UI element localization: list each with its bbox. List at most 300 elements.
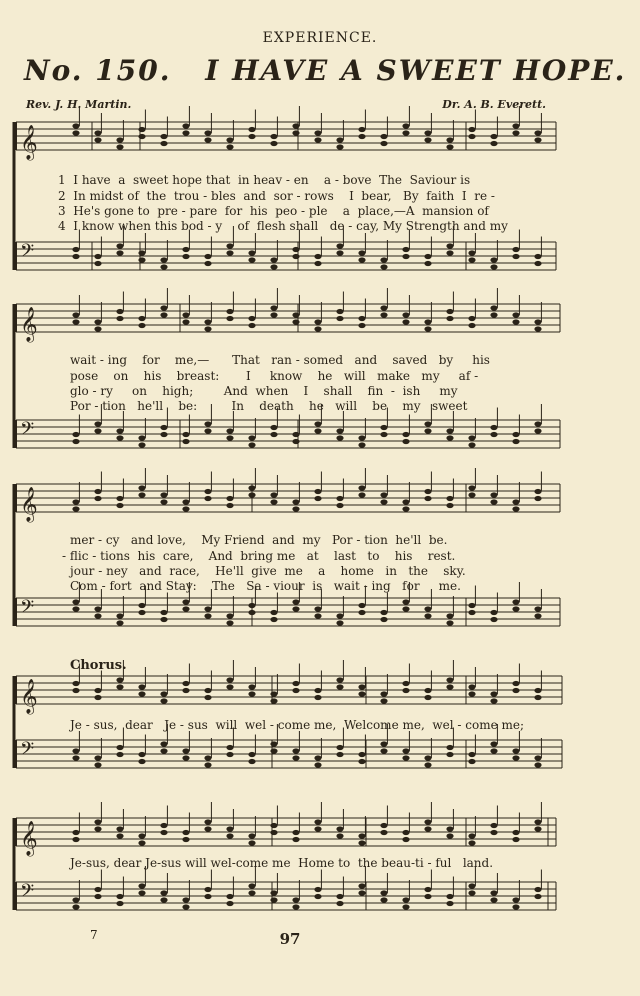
note-head (226, 428, 233, 433)
note-head (94, 496, 101, 501)
note-head (424, 261, 431, 266)
note-head (292, 319, 299, 324)
note-head (270, 499, 277, 504)
note-head (534, 261, 541, 266)
note-head (402, 599, 409, 604)
note-head (248, 492, 255, 497)
note-head (402, 499, 409, 504)
note-head (204, 826, 211, 831)
note-head (402, 312, 409, 317)
note-head (358, 435, 365, 440)
note-head (380, 257, 387, 262)
note-head (468, 442, 475, 447)
bass-clef: 𝄢 (20, 739, 35, 764)
note-head (160, 830, 167, 835)
note-head (424, 613, 431, 618)
note-head (490, 425, 497, 430)
note-head (138, 134, 145, 139)
note-head (336, 826, 343, 831)
note-head (468, 485, 475, 490)
note-head (424, 130, 431, 135)
note-head (446, 677, 453, 682)
note-head (160, 890, 167, 895)
note-head (138, 127, 145, 132)
note-head (490, 691, 497, 696)
note-head (138, 492, 145, 497)
note-head (402, 837, 409, 842)
note-head (424, 894, 431, 899)
note-head (534, 762, 541, 767)
note-head (358, 840, 365, 845)
note-head (160, 741, 167, 746)
note-head (446, 250, 453, 255)
note-head (292, 499, 299, 504)
note-head (94, 326, 101, 331)
note-head (182, 904, 189, 909)
note-head (226, 833, 233, 838)
note-head (292, 748, 299, 753)
note-head (72, 254, 79, 259)
note-head (534, 254, 541, 259)
note-head (380, 134, 387, 139)
note-head (512, 247, 519, 252)
lyric-verse1-line3: mer - cy and love, My Friend and my Por - tion he'll be. (70, 533, 448, 547)
note-head (226, 677, 233, 682)
note-head (182, 319, 189, 324)
note-head (204, 326, 211, 331)
note-head (248, 316, 255, 321)
note-head (292, 254, 299, 259)
note-head (446, 894, 453, 899)
note-head (534, 755, 541, 760)
note-head (138, 435, 145, 440)
note-head (204, 606, 211, 611)
note-head (534, 894, 541, 899)
note-head (380, 264, 387, 269)
note-head (292, 247, 299, 252)
note-head (358, 323, 365, 328)
note-head (138, 485, 145, 490)
note-head (336, 677, 343, 682)
note-head (160, 425, 167, 430)
note-head (380, 748, 387, 753)
note-head (204, 130, 211, 135)
note-head (226, 684, 233, 689)
note-head (72, 755, 79, 760)
note-head (292, 606, 299, 611)
note-head (204, 755, 211, 760)
note-head (314, 496, 321, 501)
note-head (358, 250, 365, 255)
note-head (72, 748, 79, 753)
hymn-title: I HAVE A SWEET HOPE. (205, 54, 627, 87)
note-head (490, 741, 497, 746)
note-head (468, 883, 475, 888)
note-head (402, 681, 409, 686)
note-head (314, 130, 321, 135)
note-head (534, 130, 541, 135)
note-head (402, 748, 409, 753)
note-head (512, 688, 519, 693)
note-head (204, 894, 211, 899)
note-head (226, 503, 233, 508)
note-head (380, 425, 387, 430)
note-head (358, 691, 365, 696)
note-head (204, 688, 211, 693)
note-head (116, 250, 123, 255)
note-head (248, 752, 255, 757)
note-head (468, 759, 475, 764)
note-head (204, 496, 211, 501)
note-head (534, 421, 541, 426)
note-head (424, 819, 431, 824)
note-head (270, 257, 277, 262)
note-head (116, 613, 123, 618)
note-head (292, 904, 299, 909)
note-head (116, 752, 123, 757)
note-head (468, 840, 475, 845)
note-head (160, 141, 167, 146)
note-head (336, 503, 343, 508)
note-head (446, 144, 453, 149)
note-head (226, 144, 233, 149)
note-head (72, 319, 79, 324)
note-head (534, 137, 541, 142)
note-head (138, 840, 145, 845)
note-head (204, 695, 211, 700)
note-head (160, 312, 167, 317)
note-head (182, 830, 189, 835)
note-head (336, 833, 343, 838)
note-head (402, 432, 409, 437)
note-head (490, 499, 497, 504)
note-head (116, 745, 123, 750)
note-head (270, 610, 277, 615)
note-head (248, 890, 255, 895)
note-head (424, 428, 431, 433)
note-head (292, 599, 299, 604)
note-head (468, 257, 475, 262)
note-head (226, 826, 233, 831)
note-head (424, 319, 431, 324)
note-head (424, 137, 431, 142)
note-head (204, 613, 211, 618)
note-head (314, 489, 321, 494)
note-head (446, 613, 453, 618)
note-head (512, 506, 519, 511)
note-head (468, 833, 475, 838)
note-head (204, 261, 211, 266)
note-head (468, 684, 475, 689)
note-head (402, 830, 409, 835)
note-head (358, 442, 365, 447)
note-head (534, 826, 541, 831)
note-head (336, 894, 343, 899)
note-head (248, 323, 255, 328)
note-head (358, 833, 365, 838)
note-head (468, 250, 475, 255)
note-head (490, 141, 497, 146)
note-head (446, 752, 453, 757)
note-head (182, 312, 189, 317)
note-head (534, 887, 541, 892)
note-head (490, 257, 497, 262)
note-head (358, 890, 365, 895)
note-head (116, 826, 123, 831)
note-head (116, 833, 123, 838)
note-head (270, 890, 277, 895)
lyric-verse4-line3: Com - fort and Stay: The Sa - viour is wait - ing for me. (70, 579, 461, 593)
note-head (182, 897, 189, 902)
note-head (336, 137, 343, 142)
note-head (446, 243, 453, 248)
note-head (226, 243, 233, 248)
note-head (94, 819, 101, 824)
note-head (402, 897, 409, 902)
note-head (446, 435, 453, 440)
note-head (534, 428, 541, 433)
note-head (160, 617, 167, 622)
note-head (424, 887, 431, 892)
note-head (116, 496, 123, 501)
note-head (314, 688, 321, 693)
note-head (512, 904, 519, 909)
note-head (116, 309, 123, 314)
author-credit: Rev. J. H. Martin. (26, 98, 132, 111)
note-head (314, 326, 321, 331)
note-head (160, 432, 167, 437)
note-head (248, 127, 255, 132)
note-head (72, 130, 79, 135)
note-head (204, 319, 211, 324)
note-head (270, 305, 277, 310)
note-head (226, 435, 233, 440)
note-head (160, 492, 167, 497)
note-head (358, 257, 365, 262)
note-head (226, 752, 233, 757)
note-head (270, 830, 277, 835)
note-head (512, 432, 519, 437)
note-head (94, 762, 101, 767)
note-head (512, 123, 519, 128)
note-head (116, 243, 123, 248)
composer-credit: Dr. A. B. Everett. (442, 98, 546, 111)
note-head (402, 439, 409, 444)
lyric-verse2-line3: - flic - tions his care, And bring me at last to his rest. (62, 549, 456, 563)
note-head (182, 506, 189, 511)
note-head (226, 745, 233, 750)
note-head (182, 688, 189, 693)
note-head (72, 499, 79, 504)
note-head (490, 830, 497, 835)
note-head (292, 506, 299, 511)
note-head (160, 499, 167, 504)
note-head (116, 684, 123, 689)
note-head (182, 247, 189, 252)
note-head (292, 130, 299, 135)
note-head (248, 833, 255, 838)
bass-clef: 𝄢 (20, 597, 35, 622)
note-head (468, 890, 475, 895)
note-head (468, 691, 475, 696)
lyric-verse4-line1: 4 I know when this bod - y of flesh shall de - cay, My Strength and my (58, 219, 508, 233)
note-head (138, 759, 145, 764)
note-head (138, 323, 145, 328)
note-head (116, 316, 123, 321)
note-head (248, 134, 255, 139)
note-head (292, 439, 299, 444)
note-head (534, 695, 541, 700)
note-head (358, 759, 365, 764)
note-head (512, 599, 519, 604)
lyric-verse3-line3: jour - ney and race, He'll give me a home in the sky. (70, 564, 466, 578)
note-head (160, 134, 167, 139)
note-head (314, 894, 321, 899)
note-head (380, 698, 387, 703)
note-head (116, 620, 123, 625)
lyric-verse1-line2: wait - ing for me,— That ran - somed and saved by his (70, 353, 490, 367)
note-head (512, 439, 519, 444)
note-head (182, 681, 189, 686)
note-head (380, 312, 387, 317)
chorus-lyric-line1: Je - sus, dear Je - sus will wel - come me, Welcome me, wel - come me; (70, 718, 525, 732)
note-head (270, 432, 277, 437)
note-head (314, 261, 321, 266)
note-head (490, 264, 497, 269)
note-head (182, 439, 189, 444)
note-head (248, 883, 255, 888)
note-head (490, 312, 497, 317)
note-head (512, 748, 519, 753)
note-head (490, 610, 497, 615)
note-head (270, 425, 277, 430)
note-head (512, 312, 519, 317)
note-head (182, 254, 189, 259)
note-head (94, 887, 101, 892)
note-head (116, 137, 123, 142)
note-head (94, 613, 101, 618)
note-head (380, 823, 387, 828)
note-head (292, 681, 299, 686)
note-head (204, 428, 211, 433)
note-head (314, 613, 321, 618)
note-head (512, 606, 519, 611)
note-head (270, 823, 277, 828)
note-head (226, 901, 233, 906)
note-head (336, 901, 343, 906)
note-head (182, 755, 189, 760)
note-head (138, 250, 145, 255)
note-head (314, 695, 321, 700)
note-head (72, 897, 79, 902)
note-head (512, 837, 519, 842)
note-head (534, 496, 541, 501)
note-head (534, 688, 541, 693)
note-head (468, 435, 475, 440)
note-head (72, 599, 79, 604)
note-head (116, 428, 123, 433)
note-head (292, 755, 299, 760)
note-head (358, 603, 365, 608)
note-head (380, 305, 387, 310)
note-head (94, 261, 101, 266)
note-head (248, 442, 255, 447)
note-head (380, 499, 387, 504)
note-head (446, 137, 453, 142)
note-head (72, 904, 79, 909)
note-head (424, 606, 431, 611)
note-head (446, 684, 453, 689)
note-head (116, 503, 123, 508)
note-head (204, 819, 211, 824)
note-head (446, 503, 453, 508)
lyric-verse2-line2: pose on his breast: I know he will make my af - (70, 369, 479, 383)
note-head (314, 421, 321, 426)
note-head (424, 254, 431, 259)
note-head (336, 752, 343, 757)
note-head (160, 698, 167, 703)
note-head (292, 432, 299, 437)
note-head (182, 837, 189, 842)
note-head (160, 748, 167, 753)
chorus-lyric-line2: Je-sus, dear Je-sus will wel-come me Home to the beau-ti - ful land. (70, 856, 494, 870)
note-head (138, 691, 145, 696)
note-head (424, 326, 431, 331)
treble-clef: 𝄞 (20, 307, 38, 342)
note-head (138, 883, 145, 888)
hymn-number: No. 150. (24, 54, 172, 87)
note-head (160, 610, 167, 615)
note-head (226, 250, 233, 255)
note-head (116, 435, 123, 440)
note-head (468, 316, 475, 321)
note-head (72, 247, 79, 252)
note-head (292, 123, 299, 128)
note-head (72, 606, 79, 611)
lyric-verse3-line2: glo - ry on high; And when I shall fin - ish my (70, 384, 458, 398)
note-head (380, 741, 387, 746)
treble-clef: 𝄞 (20, 821, 38, 856)
note-head (358, 610, 365, 615)
note-head (402, 123, 409, 128)
note-head (248, 485, 255, 490)
note-head (94, 254, 101, 259)
note-head (490, 897, 497, 902)
note-head (248, 840, 255, 845)
note-head (402, 688, 409, 693)
note-head (512, 130, 519, 135)
note-head (94, 489, 101, 494)
note-head (72, 506, 79, 511)
note-head (402, 755, 409, 760)
bass-clef: 𝄢 (20, 241, 35, 266)
note-head (490, 698, 497, 703)
note-head (512, 254, 519, 259)
note-head (94, 137, 101, 142)
note-head (94, 130, 101, 135)
note-head (358, 883, 365, 888)
note-head (468, 752, 475, 757)
note-head (138, 603, 145, 608)
note-head (94, 688, 101, 693)
note-head (160, 691, 167, 696)
lyric-verse2-line1: 2 In midst of the trou - bles and sor - rows I bear, By faith I re - (58, 189, 495, 203)
note-head (270, 492, 277, 497)
note-head (314, 755, 321, 760)
note-head (468, 323, 475, 328)
note-head (116, 144, 123, 149)
note-head (336, 309, 343, 314)
